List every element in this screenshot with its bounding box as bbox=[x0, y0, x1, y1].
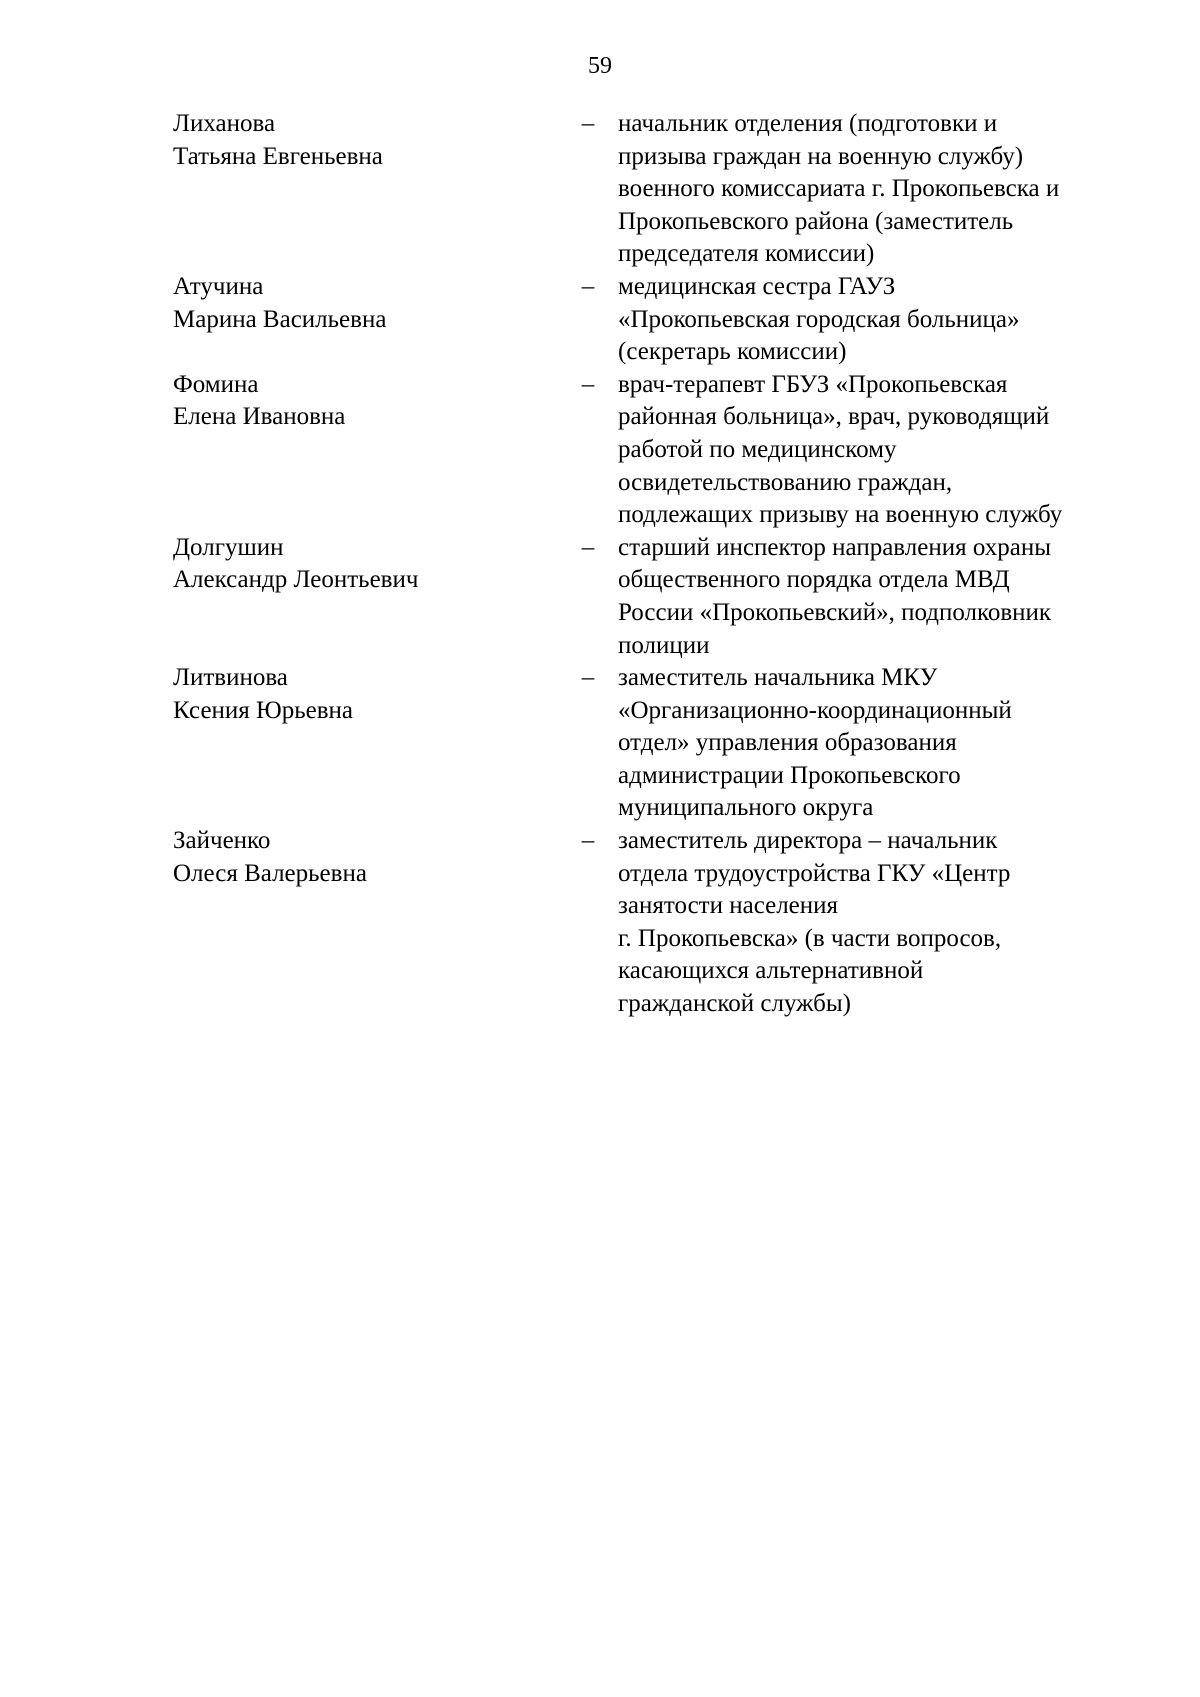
member-given-names: Татьяна Евгеньевна bbox=[173, 142, 383, 170]
position-line: «Организационно-координационный bbox=[618, 696, 1012, 724]
page-number: 59 bbox=[588, 53, 612, 79]
member-position bbox=[618, 825, 1133, 1021]
position-line: председателя комиссии) bbox=[618, 240, 875, 268]
position-line: полиции bbox=[618, 631, 710, 659]
separator-dash: – bbox=[581, 370, 595, 398]
member-name bbox=[173, 271, 573, 336]
member-surname: Фомина bbox=[173, 370, 259, 398]
member-name bbox=[173, 662, 573, 727]
position-line: медицинская сестра ГАУЗ bbox=[618, 272, 896, 300]
position-line: работой по медицинскому bbox=[618, 435, 897, 463]
position-line: общественного порядка отдела МВД bbox=[618, 566, 1010, 594]
position-line: военного комиссариата г. Прокопьевска и bbox=[618, 175, 1060, 203]
member-position bbox=[618, 369, 1133, 532]
member-name bbox=[173, 532, 573, 597]
position-line: заместитель начальника МКУ bbox=[618, 664, 938, 692]
member-given-names: Елена Ивановна bbox=[173, 403, 346, 431]
member-position bbox=[618, 662, 1133, 825]
member-given-names: Марина Васильевна bbox=[173, 305, 387, 333]
member-position bbox=[618, 532, 1133, 662]
separator-dash: – bbox=[581, 110, 595, 137]
position-line: администрации Прокопьевского bbox=[618, 761, 961, 789]
separator-dash: – bbox=[581, 533, 595, 561]
position-line: районная больница», врач, руководящий bbox=[618, 403, 1050, 431]
member-surname: Литвинова bbox=[173, 664, 288, 692]
member-entry bbox=[173, 108, 1133, 271]
position-line: старший инспектор направления охраны bbox=[618, 533, 1051, 561]
separator-dash: – bbox=[581, 827, 595, 855]
position-line: заместитель директора – начальник bbox=[618, 827, 998, 855]
position-line: освидетельствованию граждан, bbox=[618, 468, 953, 496]
position-line: (секретарь комиссии) bbox=[618, 338, 847, 366]
separator-dash: – bbox=[581, 664, 595, 692]
member-entry bbox=[173, 369, 1133, 532]
position-line: Прокопьевского района (заместитель bbox=[618, 207, 1014, 235]
separator-dash: – bbox=[581, 272, 595, 300]
member-surname: Атучина bbox=[173, 272, 264, 300]
member-position bbox=[618, 108, 1133, 271]
position-line: призыва граждан на военную службу) bbox=[618, 142, 1024, 170]
member-entry bbox=[173, 532, 1133, 662]
member-name bbox=[173, 825, 573, 890]
member-given-names: Олеся Валерьевна bbox=[173, 859, 367, 887]
member-surname: Долгушин bbox=[173, 533, 284, 561]
position-line: касающихся альтернативной bbox=[618, 957, 924, 985]
position-line: отдела трудоустройства ГКУ «Центр bbox=[618, 859, 1011, 887]
member-name bbox=[173, 108, 573, 173]
member-given-names: Александр Леонтьевич bbox=[173, 566, 419, 594]
commission-member-list bbox=[173, 108, 1133, 1021]
position-line: России «Прокопьевский», подполковник bbox=[618, 598, 1052, 626]
member-entry bbox=[173, 825, 1133, 1021]
position-line: подлежащих призыву на военную службу bbox=[618, 501, 1063, 529]
member-surname: Лиханова bbox=[173, 110, 276, 137]
member-entry bbox=[173, 662, 1133, 825]
position-line: муниципального округа bbox=[618, 794, 874, 822]
position-line: врач-терапевт ГБУЗ «Прокопьевская bbox=[618, 370, 1008, 398]
member-position bbox=[618, 271, 1133, 369]
member-name bbox=[173, 369, 573, 434]
position-line: гражданской службы) bbox=[618, 990, 851, 1018]
position-line: занятости населения bbox=[618, 892, 839, 920]
position-line: г. Прокопьевска» (в части вопросов, bbox=[618, 924, 1002, 952]
member-surname: Зайченко bbox=[173, 827, 271, 855]
position-line: начальник отделения (подготовки и bbox=[618, 110, 998, 137]
member-given-names: Ксения Юрьевна bbox=[173, 696, 354, 724]
position-line: отдел» управления образования bbox=[618, 729, 957, 757]
position-line: «Прокопьевская городская больница» bbox=[618, 305, 1020, 333]
member-entry bbox=[173, 271, 1133, 369]
